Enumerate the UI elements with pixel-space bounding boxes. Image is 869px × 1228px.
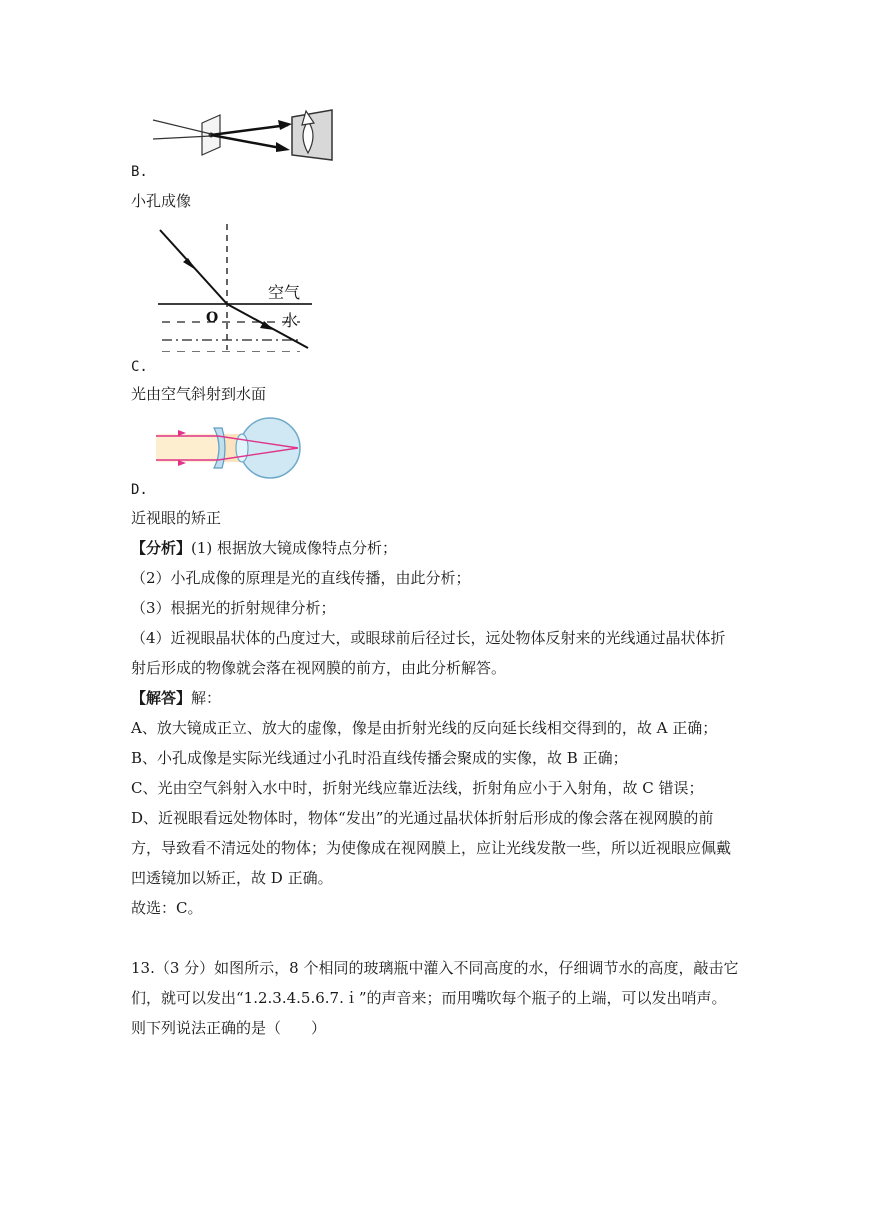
analysis-line-2: （2）小孔成像的原理是光的直线传播，由此分析； [131, 569, 471, 587]
solution-heading: 【解答】 [131, 689, 192, 707]
analysis-line-1: 【分析】(1) 根据放大镜成像特点分析； [131, 539, 398, 557]
question-13-line-3: 则下列说法正确的是（ ） [131, 1019, 327, 1037]
air-label: 空气 [268, 283, 301, 302]
solution-line-d1: D、近视眼看远处物体时，物体“发出”的光通过晶状体折射后形成的像会落在视网膜的前 [131, 809, 714, 827]
question-13-line-2: 们，就可以发出“1.2.3.4.5.6.7.ｉ”的声音来；而用嘴吹每个瓶子的上端，可以发出哨声。 [131, 989, 727, 1007]
myopia-correction-figure [152, 414, 308, 480]
option-c-label: C. [131, 359, 148, 375]
question-13-line-1: 13.（3 分）如图所示，8 个相同的玻璃瓶中灌入不同高度的水，仔细调节水的高度，敲击它 [131, 959, 739, 977]
solution-heading-line: 【解答】解： [131, 689, 222, 707]
option-d-label: D. [131, 482, 148, 498]
refraction-figure [150, 222, 320, 352]
solution-line-d2: 方，导致看不清远处的物体；为使像成在视网膜上，应让光线发散一些，所以近视眼应佩戴 [131, 839, 732, 857]
analysis-heading: 【分析】 [131, 539, 192, 557]
solution-answer: 故选：C。 [131, 899, 203, 917]
solution-line-c: C、光由空气斜射入水中时，折射光线应靠近法线，折射角应小于入射角，故 C 错误； [131, 779, 704, 797]
solution-line-b: B、小孔成像是实际光线通过小孔时沿直线传播会聚成的实像，故 B 正确； [131, 749, 628, 767]
pinhole-imaging-figure [150, 105, 340, 165]
analysis-line-5: 射后形成的物像就会落在视网膜的前方，由此分析解答。 [131, 659, 507, 677]
option-b-caption: 小孔成像 [131, 192, 192, 210]
option-d-caption: 近视眼的矫正 [131, 509, 222, 527]
option-b-label: B. [131, 164, 148, 180]
analysis-line-4: （4）近视眼晶状体的凸度过大，或眼球前后径过长，远处物体反射来的光线通过晶状体折 [131, 629, 726, 647]
solution-line-a: A、放大镜成正立、放大的虚像，像是由折射光线的反向延长线相交得到的，故 A 正确； [131, 719, 718, 737]
option-c-caption: 光由空气斜射到水面 [131, 385, 267, 403]
origin-label: O [206, 310, 219, 326]
solution-line-d3: 凹透镜加以矫正，故 D 正确。 [131, 869, 333, 887]
analysis-line-3: （3）根据光的折射规律分析； [131, 599, 336, 617]
water-label: 水 [282, 311, 299, 330]
